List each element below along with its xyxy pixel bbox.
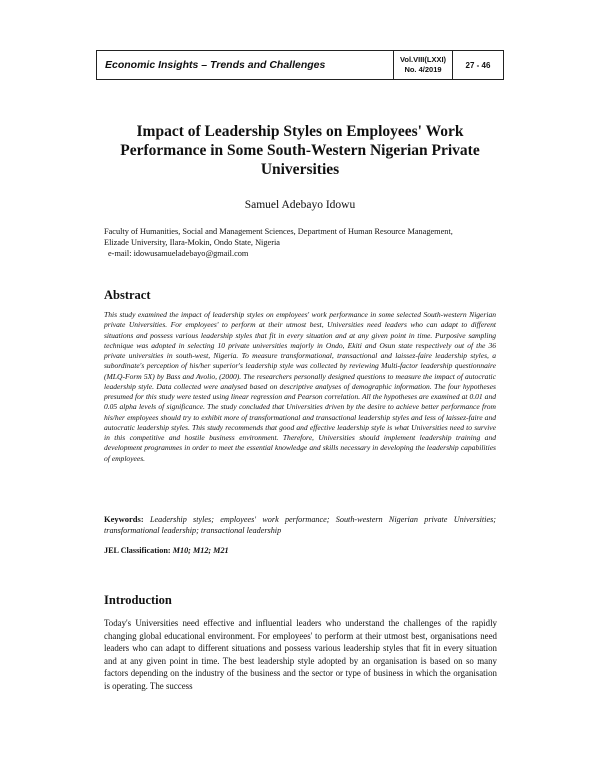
- page-range: 27 - 46: [452, 51, 503, 79]
- title-line: Performance in Some South-Western Nigerian Private: [120, 142, 480, 159]
- introduction-heading: Introduction: [104, 593, 172, 607]
- title-line: Impact of Leadership Styles on Employees' Work: [136, 123, 464, 140]
- author-name: Samuel Adebayo Idowu: [244, 199, 356, 211]
- keywords: [104, 514, 496, 536]
- volume: Vol.VIII(LXXI): [399, 55, 447, 64]
- jel-label: JEL Classification:: [104, 546, 171, 555]
- issue-number: No. 4/2019: [404, 65, 442, 74]
- affiliation-line: Elizade University, Ilara-Mokin, Ondo State, Nigeria: [104, 238, 280, 247]
- jel-classification: [104, 546, 496, 555]
- volume-issue: [393, 51, 452, 79]
- abstract-text: This study examined the impact of leadership styles on employees' work performance in some selected South-western Nigerian private Universities. For employees' to perform at their utmost best, Universities need leaders who can adapt to different situations and possess various leadership styles that fit in every situation and at any given point in time. Purposive sampling technique was adopted in selecting 10 private universities majorly in Ondo, Ekiti and Osun state respectively out of the 36 private universities in south-west, Nigeria. To measure transformational, transactional and laissez-faire leadership styles, a subordinate's perception of his/her superior's leadership style was collected by reviewing Multi-factor leadership questionnaire (MLQ-Form 5X) by Bass and Avolio, (2000). The researchers personally designed questions to measure the impact of autocratic leadership style. Data collected were analysed based on descriptive analyses of demographic information. The four hypotheses presumed for this study were tested using linear regression and Pearson correlation. All the hypotheses are examined at 0.01 and 0.05 alpha levels of significance. The study concluded that Universities driven by the desire to achieve better performance from his/her employees should try to exhibit more of transformational and transactional leadership styles and less of laissez-faire and autocratic leadership styles. This study recommends that good and effective leadership style is what Universities need to survive in this competitive and hostile business environment. Therefore, Universities should implement leadership training and development programmes in order to meet the essential knowledge and skills necessary in developing the leadership capabilities of employees.: [104, 310, 496, 463]
- affiliation-line: Faculty of Humanities, Social and Management Sciences, Department of Human Resource Management,: [104, 227, 453, 236]
- title-line: Universities: [260, 161, 340, 178]
- journal-header: [96, 50, 504, 80]
- affiliation: [104, 226, 504, 259]
- author-email: e-mail: idowusamueladebayo@gmail.com: [108, 249, 249, 258]
- paper-title: [100, 122, 500, 179]
- introduction-text: Today's Universities need effective and influential leaders who understand the challenges of the rapidly changing global educational environment. For employees' to perform at their utmost best, organisations need leaders who can adapt to different situations and possess various leadership styles that fit in every situation and at any given point in time. The best leadership style adopted by an organisation is based on so many factors depending on the industry of the business and the sector or type of business in which the organisation is operating. The success: [104, 618, 497, 691]
- keywords-label: Keywords:: [104, 514, 144, 524]
- jel-codes: M10; M12; M21: [172, 546, 229, 555]
- keywords-text: Leadership styles; employees' work performance; South-western Nigerian private Universities; transformational leadership; transactional leadership: [104, 515, 496, 535]
- abstract-heading: Abstract: [104, 288, 151, 302]
- journal-name: Economic Insights – Trends and Challenges: [105, 59, 326, 71]
